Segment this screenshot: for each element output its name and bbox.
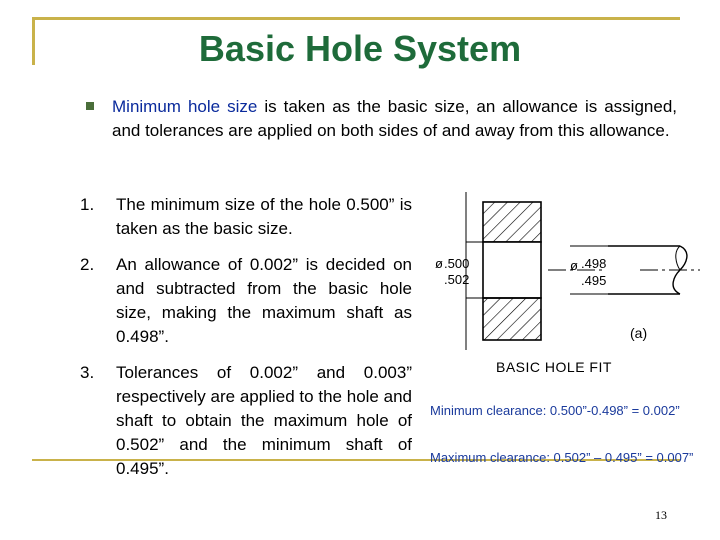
bullet-rest: is taken as the basic size, an allowance is assigned, and tolerances are applied on both sides of and away from this allowance. [112, 97, 677, 140]
maximum-clearance-text: Maximum clearance: 0.502” – 0.495” = 0.007” [430, 450, 694, 465]
page-number: 13 [655, 508, 667, 522]
shaft-dim-bottom: .495 [581, 273, 607, 288]
figure-caption: BASIC HOLE FIT [496, 359, 612, 375]
bullet-square-icon [86, 102, 94, 110]
basic-hole-fit-diagram [430, 190, 710, 390]
item-number: 3. [80, 363, 95, 382]
item-text: Tolerances of 0.002” and 0.003” respectively are applied to the hole and shaft to obtain the maximum hole of 0.502” and the minimum shaft of 0.495”. [116, 363, 412, 478]
bullet-text [112, 95, 677, 143]
diameter-symbol-shaft: ø [570, 258, 578, 273]
numbered-item-3 [80, 361, 412, 481]
item-text: The minimum size of the hole 0.500” is taken as the basic size. [116, 195, 412, 238]
item-text: An allowance of 0.002” is decided on and subtracted from the basic hole size, making the maximum shaft as 0.498”. [116, 255, 412, 346]
bullet-highlight: Minimum hole size [112, 97, 258, 116]
item-number: 2. [80, 255, 95, 274]
numbered-item-2 [80, 253, 412, 349]
minimum-clearance-text: Minimum clearance: 0.500”-0.498” = 0.002” [430, 403, 680, 418]
item-number: 1. [80, 195, 95, 214]
frame-top-line [32, 17, 680, 20]
hole-dim-bottom: .502 [444, 272, 470, 287]
numbered-item-1 [80, 193, 412, 241]
shaft-dim-top: .498 [581, 256, 607, 271]
diameter-symbol-hole: ø [435, 256, 443, 271]
slide-title: Basic Hole System [198, 28, 522, 69]
hole-block [483, 202, 541, 340]
figure-label: (a) [630, 325, 648, 341]
hole-dim-top: .500 [444, 256, 470, 271]
